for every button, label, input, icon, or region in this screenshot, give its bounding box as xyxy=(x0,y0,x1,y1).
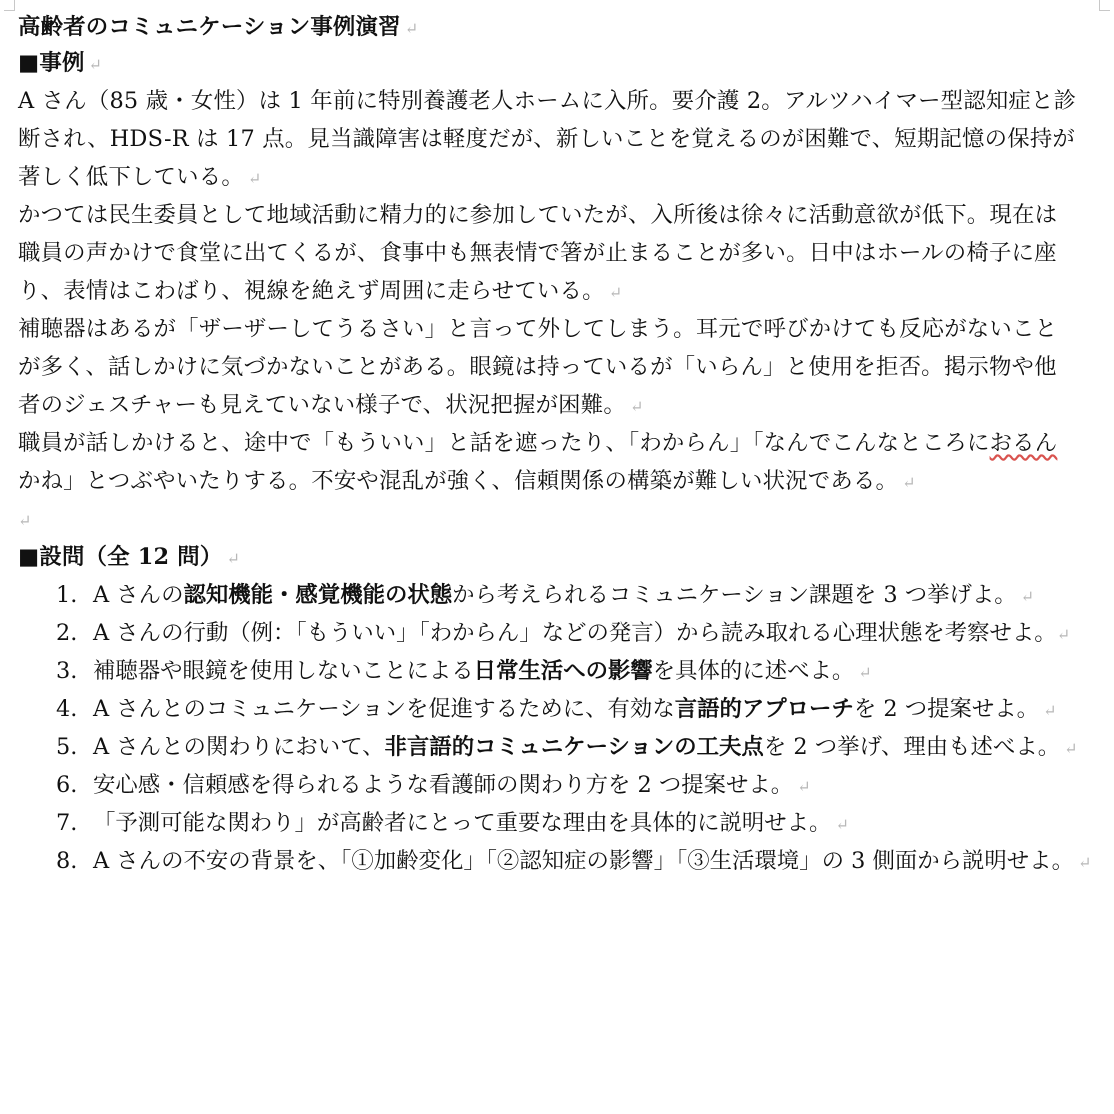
page-corner-mark-left xyxy=(4,0,15,11)
question-number: 6. xyxy=(56,772,78,798)
text-line: 補聴器はあるが「ザーザーしてうるさい」と言って外してしまう。耳元で呼びかけても反応がないこと xyxy=(18,316,1058,342)
question-number: 4. xyxy=(56,696,78,722)
question-text: A さんの不安の背景を、「①加齢変化」「②認知症の影響」「③生活環境」の 3 側面から説明せよ。 xyxy=(93,848,1074,874)
question-text: 「予測可能な関わり」が高齢者にとって重要な理由を具体的に説明せよ。 xyxy=(93,810,832,836)
question-text: を 2 つ挙げ、理由も述べよ。 xyxy=(763,734,1061,760)
case-paragraph-2[interactable] xyxy=(18,196,1104,310)
text-line: 断され、HDS-R は 17 点。見当識障害は軽度だが、新しいことを覚えるのが困難で、短期記憶の保持が xyxy=(18,126,1076,152)
paragraph-mark-icon: ↵ xyxy=(18,511,32,530)
question-item-3[interactable] xyxy=(18,652,1104,690)
case-heading-text: ■事例 xyxy=(18,50,85,76)
case-paragraph-1[interactable] xyxy=(18,82,1104,196)
document-body xyxy=(18,6,1104,880)
paragraph-mark-icon: ↵ xyxy=(629,397,644,416)
question-emphasis: 認知機能・感覚機能の状態 xyxy=(183,582,453,608)
question-item-8[interactable] xyxy=(18,842,1104,880)
question-number: 5. xyxy=(56,734,78,760)
question-text: を 2 つ提案せよ。 xyxy=(853,696,1040,722)
text-line: A さん（85 歳・女性）は 1 年前に特別養護老人ホームに入所。要介護 2。アルツハイマー型認知症と診 xyxy=(18,88,1077,114)
text-line-content: り、表情はこわばり、視線を絶えず周囲に走らせている。 xyxy=(18,278,605,304)
title-text: 高齢者のコミュニケーション事例演習 xyxy=(18,14,401,40)
text-line-content: 著しく低下している。 xyxy=(18,164,244,190)
text-line-content: 者のジェスチャーも見えていない様子で、状況把握が困難。 xyxy=(18,392,626,418)
text-line: が多く、話しかけに気づかないことがある。眼鏡は持っているが「いらん」と使用を拒否。掲示物や他 xyxy=(18,354,1057,380)
question-number: 3. xyxy=(56,658,78,684)
question-number: 2. xyxy=(56,620,78,646)
question-text: 安心感・信頼感を得られるような看護師の関わり方を 2 つ提案せよ。 xyxy=(93,772,794,798)
paragraph-mark-icon: ↵ xyxy=(404,19,419,38)
document-title[interactable] xyxy=(18,6,1104,44)
empty-paragraph[interactable] xyxy=(18,500,1104,538)
paragraph-mark-icon: ↵ xyxy=(1043,701,1057,720)
question-emphasis: 言語的アプローチ xyxy=(674,696,854,722)
question-text: A さんとのコミュニケーションを促進するために、有効な xyxy=(93,696,675,722)
question-number: 7. xyxy=(56,810,78,836)
question-item-6[interactable] xyxy=(18,766,1104,804)
question-text: A さんの xyxy=(93,582,184,608)
paragraph-mark-icon: ↵ xyxy=(858,663,872,682)
case-heading[interactable] xyxy=(18,44,1104,82)
paragraph-mark-icon: ↵ xyxy=(608,283,623,302)
question-text: 補聴器や眼鏡を使用しないことによる xyxy=(93,658,474,684)
text-line-content: 職員が話しかけると、途中で「もういい」と話を遮ったり、「わからん」「なんでこんなところに xyxy=(18,430,990,456)
paragraph-mark-icon: ↵ xyxy=(88,55,103,74)
text-line xyxy=(18,158,1104,196)
text-line xyxy=(18,462,1104,500)
question-item-7[interactable] xyxy=(18,804,1104,842)
text-line: かつては民生委員として地域活動に精力的に参加していたが、入所後は徐々に活動意欲が低下。現在は xyxy=(18,202,1058,228)
question-item-2[interactable] xyxy=(18,614,1104,652)
paragraph-mark-icon: ↵ xyxy=(797,777,811,796)
paragraph-mark-icon: ↵ xyxy=(1077,853,1092,872)
question-number: 8. xyxy=(56,848,78,874)
question-number: 1. xyxy=(56,582,78,608)
paragraph-mark-icon: ↵ xyxy=(226,549,241,568)
question-emphasis: 日常生活への影響 xyxy=(473,658,653,684)
paragraph-mark-icon: ↵ xyxy=(1056,625,1071,644)
paragraph-mark-icon: ↵ xyxy=(247,169,262,188)
question-item-4[interactable] xyxy=(18,690,1104,728)
questions-list xyxy=(18,576,1104,880)
text-line xyxy=(18,424,1104,462)
paragraph-mark-icon: ↵ xyxy=(1064,739,1078,758)
question-item-5[interactable] xyxy=(18,728,1104,766)
paragraph-mark-icon: ↵ xyxy=(1020,587,1035,606)
questions-heading-text: ■設問（全 12 問） xyxy=(18,544,223,570)
text-line-content: かね」とつぶやいたりする。不安や混乱が強く、信頼関係の構築が難しい状況である。 xyxy=(18,468,899,494)
question-emphasis: 非言語的コミュニケーションの工夫点 xyxy=(384,734,764,760)
question-item-1[interactable] xyxy=(18,576,1104,614)
case-paragraph-4[interactable] xyxy=(18,424,1104,500)
question-text: A さんとの関わりにおいて、 xyxy=(93,734,385,760)
paragraph-mark-icon: ↵ xyxy=(902,473,916,492)
paragraph-mark-icon: ↵ xyxy=(835,815,849,834)
questions-heading[interactable] xyxy=(18,538,1104,576)
text-line xyxy=(18,272,1104,310)
question-text: A さんの行動（例：「もういい」「わからん」などの発言）から読み取れる心理状態を考察せよ。 xyxy=(93,620,1057,646)
question-text: を具体的に述べよ。 xyxy=(652,658,855,684)
text-line xyxy=(18,386,1104,424)
question-text: から考えられるコミュニケーション課題を 3 つ挙げよ。 xyxy=(452,582,1017,608)
text-line: 職員の声かけで食堂に出てくるが、食事中も無表情で箸が止まることが多い。日中はホールの椅子に座 xyxy=(18,240,1057,266)
case-paragraph-3[interactable] xyxy=(18,310,1104,424)
spellcheck-flagged-word[interactable]: おるん xyxy=(989,430,1058,456)
